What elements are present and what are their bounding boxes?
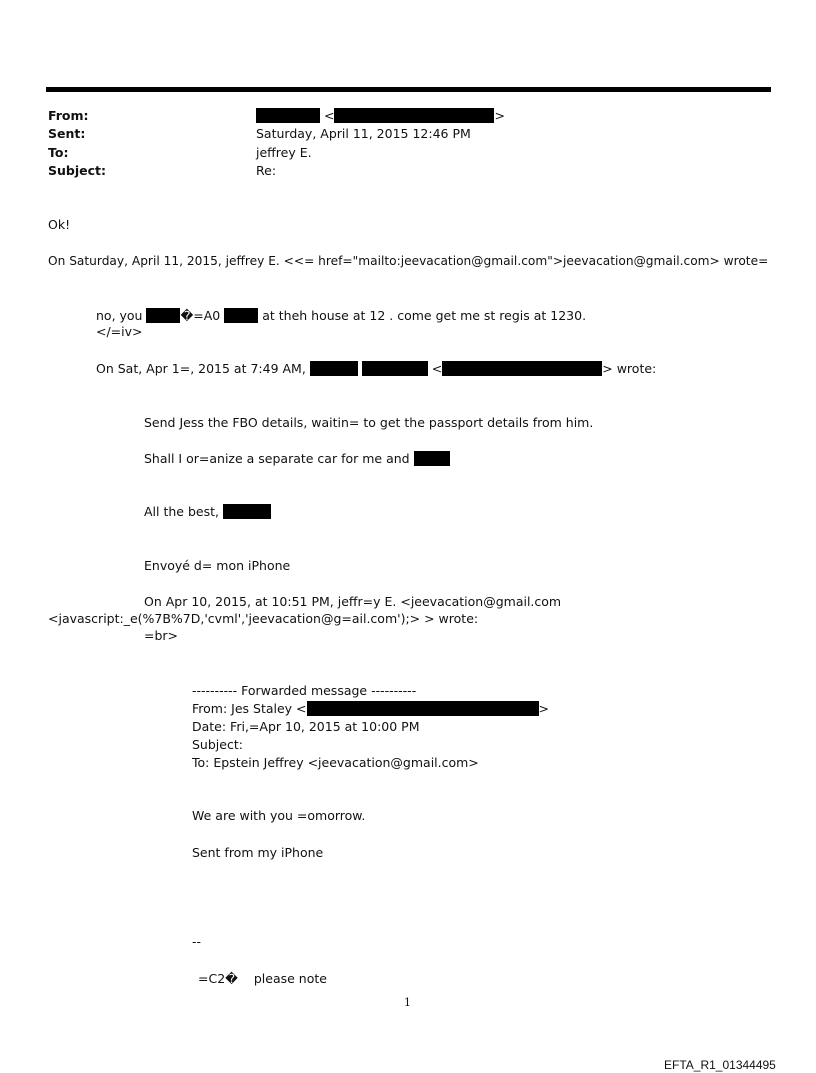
- forwarded-from: [192, 701, 549, 717]
- header-rule: [46, 87, 771, 92]
- forwarded-from-close: >: [538, 701, 550, 716]
- from-open-bracket: <: [323, 108, 335, 123]
- forwarded-from-text: From: Jes Staley <: [192, 701, 307, 716]
- message-line-2-text: Shall I or=anize a separate car for me and: [144, 451, 410, 466]
- document-id: EFTA_R1_01344495: [664, 1058, 776, 1072]
- forwarded-subject: Subject:: [192, 737, 243, 752]
- quote1-intro: On Saturday, April 11, 2015, jeffrey E. <<= href="mailto:jeevacation@gmail.com">jeevacation@gmail.com> wrote=: [48, 254, 769, 268]
- from-value: [256, 108, 505, 124]
- redacted-name-3: [414, 451, 450, 466]
- redacted-signature: [223, 504, 271, 519]
- reply-part-a: no, you: [96, 308, 143, 323]
- redacted-email-2: [442, 361, 602, 376]
- redacted-email-4: [307, 701, 539, 716]
- quote2-open-bracket: <: [431, 361, 443, 376]
- from-label: From:: [48, 108, 89, 123]
- reply-part-b: �=A0: [180, 308, 221, 323]
- signature-dashes: --: [192, 934, 202, 949]
- to-label: To:: [48, 145, 69, 160]
- quote2-intro: [96, 361, 656, 377]
- redacted-name-last: [362, 361, 428, 376]
- quote3-br: =br>: [144, 628, 179, 643]
- please-note-line: =C2� please note: [198, 971, 327, 986]
- signoff-line: [144, 504, 271, 520]
- page-number: 1: [404, 996, 411, 1009]
- message-line-1: Send Jess the FBO details, waitin= to get the passport details from him.: [144, 415, 594, 430]
- forwarded-header: ---------- Forwarded message ----------: [192, 683, 417, 698]
- reply-part-c: at theh house at 12 . come get me st regis at 1230.: [262, 308, 587, 323]
- redacted-sender-email: [334, 108, 494, 123]
- quote2-part-b: > wrote:: [602, 361, 657, 376]
- quote3-line-2: <javascript:_e(%7B%7D,'cvml','jeevacation@g=ail.com');> > wrote:: [48, 611, 479, 626]
- envoye-line: Envoyé d= mon iPhone: [144, 558, 291, 573]
- forwarded-body-1: We are with you =omorrow.: [192, 808, 366, 823]
- to-value: jeffrey E.: [256, 145, 312, 160]
- forwarded-body-2: Sent from my iPhone: [192, 845, 324, 860]
- sent-label: Sent:: [48, 126, 86, 141]
- forwarded-to: To: Epstein Jeffrey <jeevacation@gmail.com>: [192, 755, 479, 770]
- redacted-name-first: [310, 361, 358, 376]
- redacted-sender-name: [256, 108, 320, 123]
- reply-ok: Ok!: [48, 217, 71, 232]
- forwarded-date: Date: Fri,=Apr 10, 2015 at 10:00 PM: [192, 719, 420, 734]
- subject-label: Subject:: [48, 163, 106, 178]
- reply-html-tag: </=iv>: [96, 324, 143, 339]
- sent-value: Saturday, April 11, 2015 12:46 PM: [256, 126, 471, 141]
- from-close-bracket: >: [494, 108, 505, 123]
- redacted-word-1: [146, 308, 180, 323]
- quote3-line-1: On Apr 10, 2015, at 10:51 PM, jeffr=y E. <jeevacation@gmail.com: [144, 594, 562, 609]
- subject-value: Re:: [256, 163, 277, 178]
- reply-line: [96, 308, 586, 324]
- quote2-part-a: On Sat, Apr 1=, 2015 at 7:49 AM,: [96, 361, 306, 376]
- redacted-word-2: [224, 308, 258, 323]
- signoff-text: All the best,: [144, 504, 219, 519]
- message-line-2: [144, 451, 450, 467]
